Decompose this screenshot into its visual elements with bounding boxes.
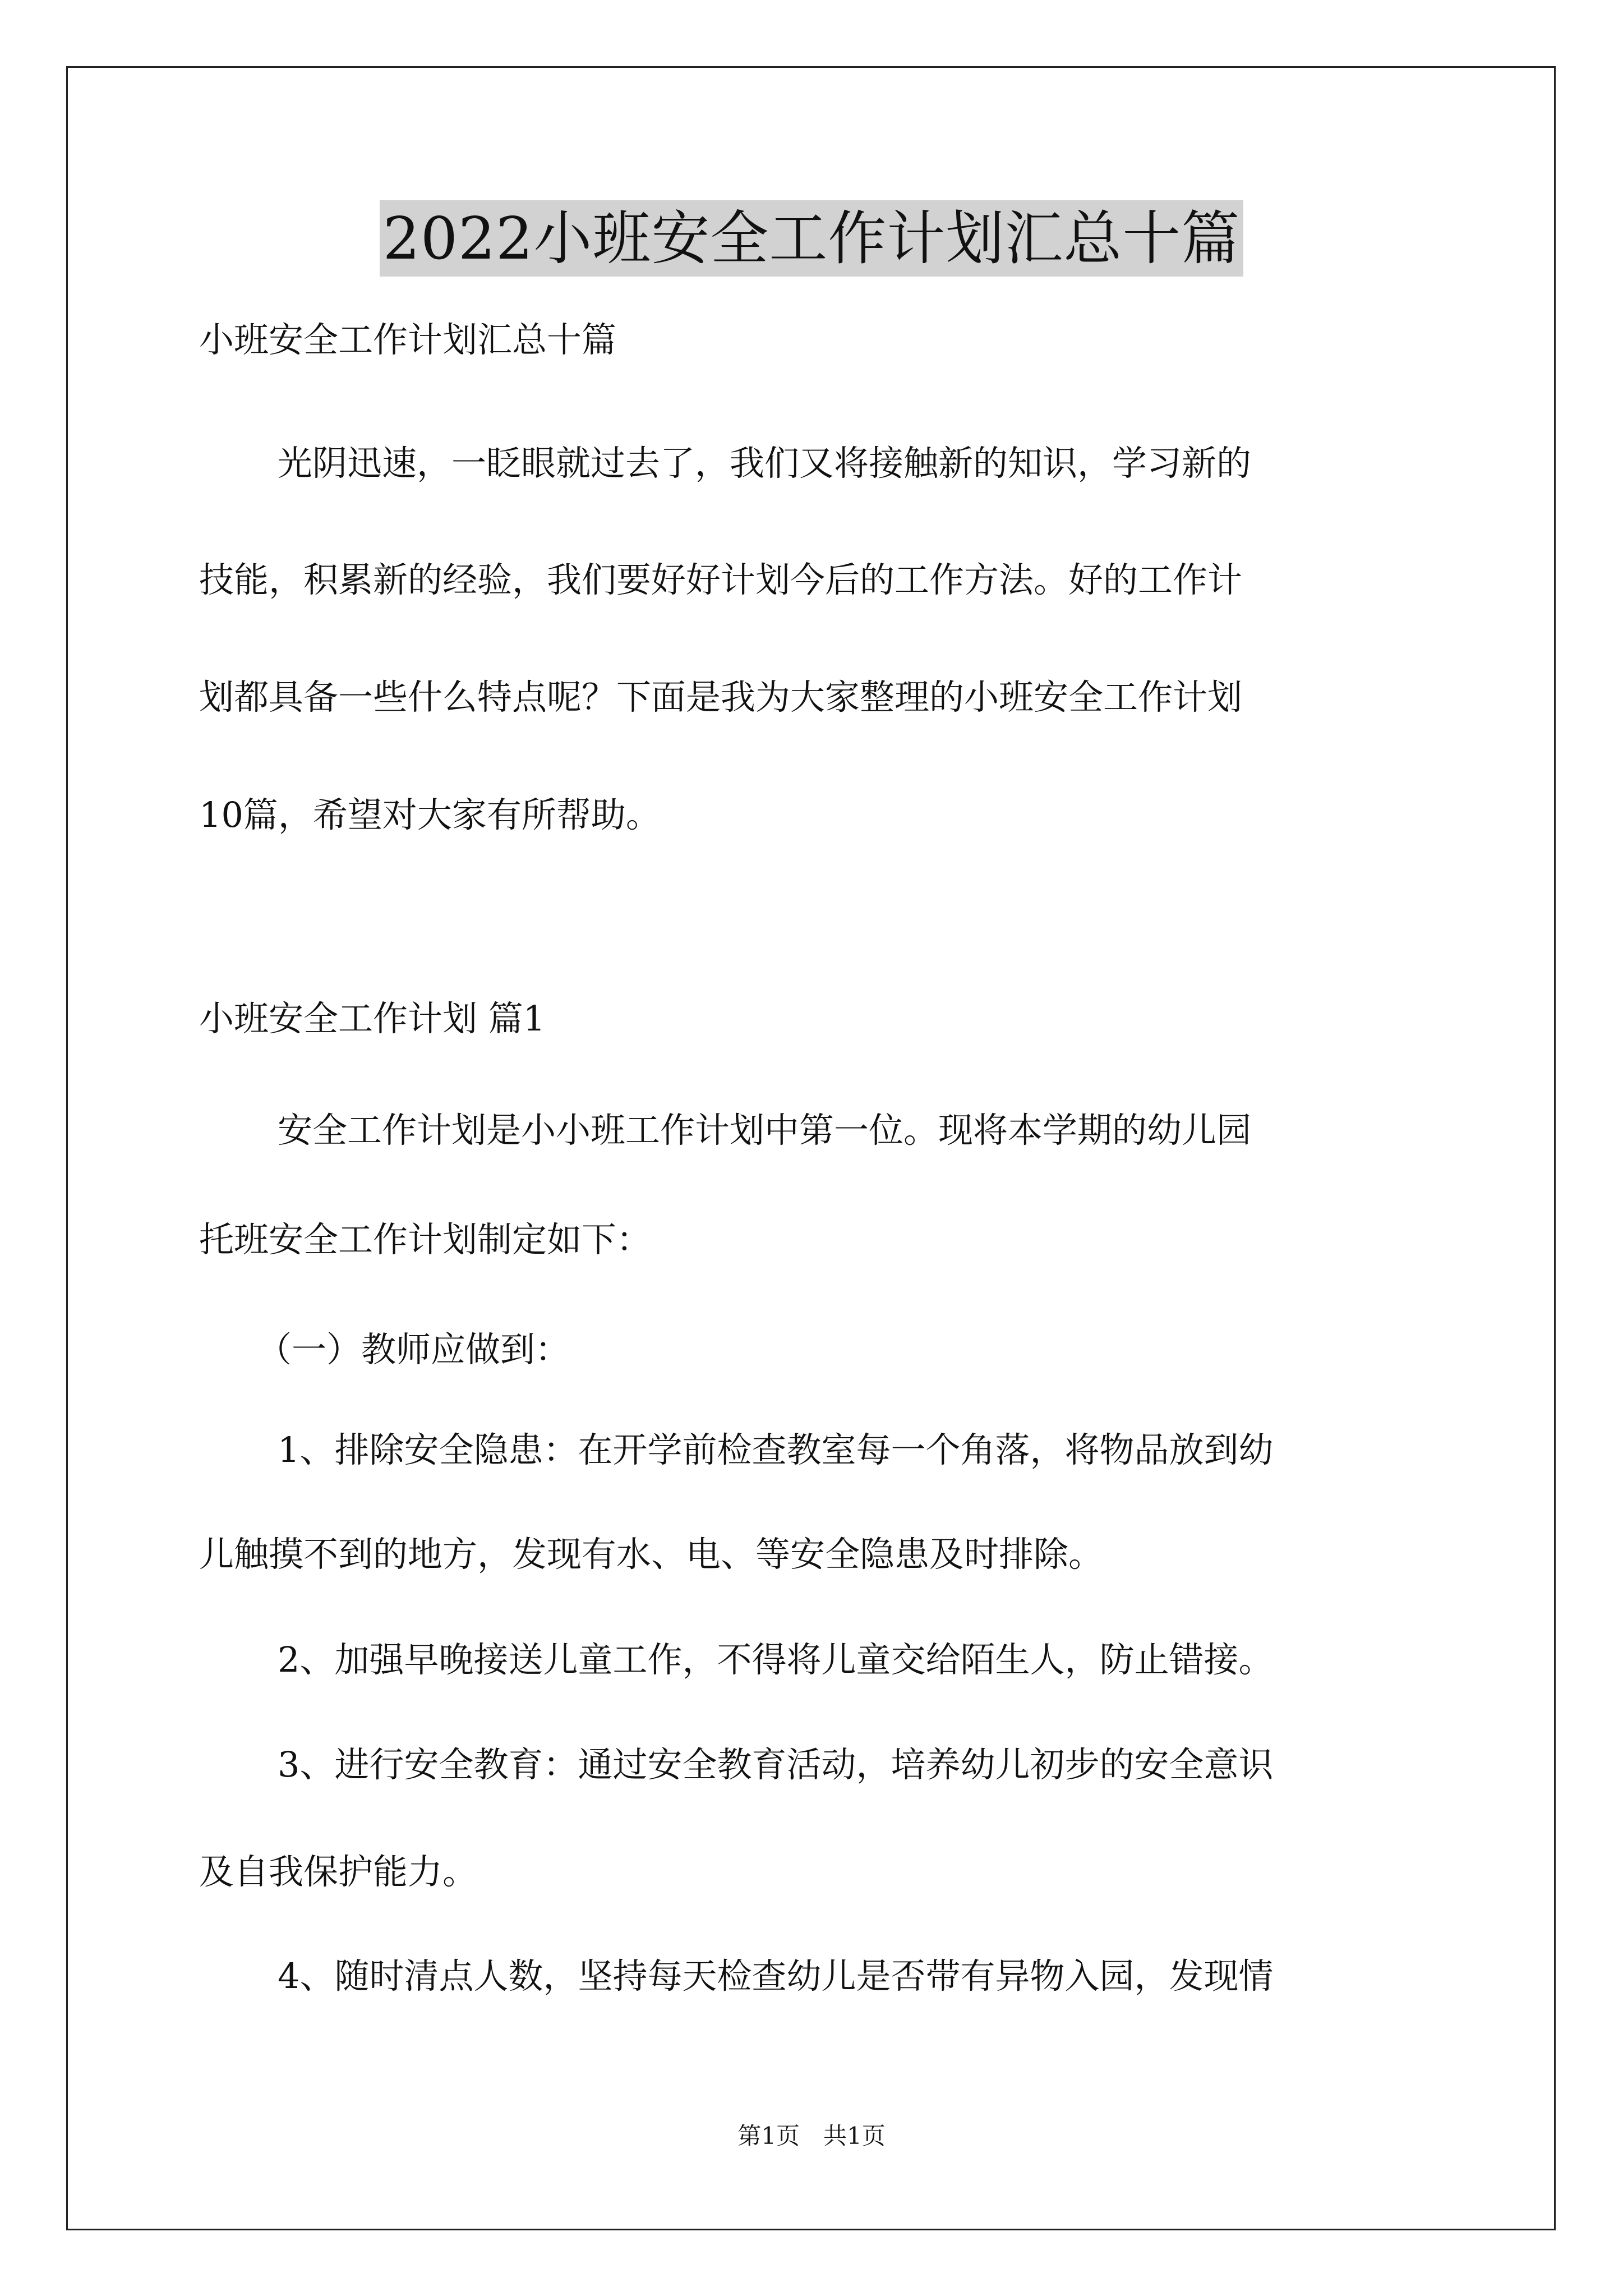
intro-line: 技能，积累新的经验，我们要好好计划今后的工作方法。好的工作计: [199, 559, 1243, 600]
body-line: 2、加强早晚接送儿童工作，不得将儿童交给陌生人，防止错接。: [278, 1639, 1274, 1680]
document-title: 2022小班安全工作计划汇总十篇: [380, 200, 1244, 277]
body-line: 及自我保护能力。: [199, 1851, 478, 1892]
body-line: 安全工作计划是小小班工作计划中第一位。现将本学期的幼儿园: [278, 1110, 1252, 1151]
body-line: 托班安全工作计划制定如下：: [199, 1219, 652, 1260]
intro-line: 光阴迅速，一眨眼就过去了，我们又将接触新的知识，学习新的: [278, 443, 1252, 484]
section-heading: 小班安全工作计划 篇1: [199, 998, 546, 1039]
title-container: [0, 200, 1623, 277]
body-line: 儿触摸不到的地方，发现有水、电、等安全隐患及时排除。: [199, 1534, 1104, 1575]
body-line: 1、排除安全隐患：在开学前检查教室每一个角落，将物品放到幼: [278, 1429, 1274, 1470]
intro-line: 划都具备一些什么特点呢？下面是我为大家整理的小班安全工作计划: [199, 677, 1243, 717]
body-line: 3、进行安全教育：通过安全教育活动，培养幼儿初步的安全意识: [278, 1744, 1274, 1785]
body-line: 4、随时清点人数，坚持每天检查幼儿是否带有异物入园，发现情: [278, 1955, 1274, 1996]
body-line: （一）教师应做到：: [257, 1329, 570, 1370]
document-subtitle: 小班安全工作计划汇总十篇: [199, 319, 617, 360]
page-footer: 第1页 共1页: [737, 2122, 886, 2150]
intro-line: 10篇，希望对大家有所帮助。: [199, 794, 661, 835]
